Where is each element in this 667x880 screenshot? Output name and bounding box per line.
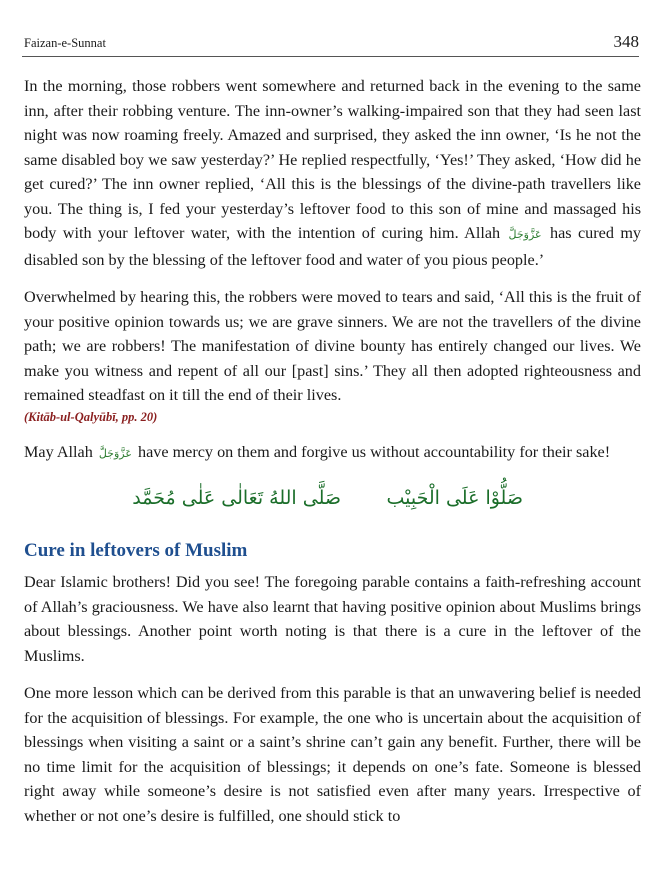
section-paragraph-2: One more lesson which can be derived from this parable is that an unwavering belief is needed for the acquisition of blessings. For example, the one who is uncertain about the acquisition of blessings when visiting a saint or a saint’s shrine can’t gain any benefit. Further, there will be no time limit for the acquisition of blessings; it depends on one’s fate. Someone is blessed right away while someone’s desire is not satisfied even after many years. Irrespective of whether or not one’s desire is fulfilled, one should stick to (24, 684, 641, 825)
honorific-glyph: عَزَّوَجَلَّ (98, 446, 132, 460)
paragraph-3 (24, 440, 641, 467)
paragraph-2-text: Overwhelmed by hearing this, the robbers were moved to tears and said, ‘All this is the fruit of your positive opinion towards us; we are grave sinners. We are not the travellers of the divine path; we are robbers! The manifestation of divine bounty has entirely changed our lives. We make you witness and repent of all our [past] sins.’ They all then adopted righteousness and remained steadfast on it till the end of their lives. (24, 288, 641, 404)
paragraph-3-text-b: have mercy on them and forgive us without accountability for their sake! (137, 442, 611, 461)
salawat-response: صَلَّى اللهُ تَعَالٰى عَلٰى مُحَمَّد (132, 487, 341, 509)
header-rule (22, 56, 639, 57)
paragraph-1-text-a: In the morning, those robbers went somewhere and returned back in the evening to the same inn, after their robbing venture. The inn-owner’s walking-impaired son that they had seen last night was now roaming freely. Amazed and surprised, they asked the inn owner, ‘Is he not the same disabled boy we saw yesterday?’ He replied respectfully, ‘Yes!’ They asked, ‘How did he get cured?’ The inn owner replied, ‘All this is the blessings of the divine-path travellers like you. The thing is, I fed your yesterday’s leftover food to this son of mine and massaged his body with your leftover water, with the intention of curing him. Allah (24, 77, 641, 242)
paragraph-1-text-b: has cured my disabled son by the blessing of the leftover food and water of you pious people.’ (24, 224, 642, 269)
paragraph-2 (24, 285, 641, 426)
paragraph-1 (24, 74, 641, 272)
book-title: Faizan-e-Sunnat (24, 36, 106, 50)
honorific-glyph: عَزَّوَجَلَّ (508, 228, 542, 241)
salawat-line (24, 474, 641, 526)
section-heading: Cure in leftovers of Muslim (24, 540, 248, 561)
running-header (24, 34, 639, 54)
page-number: 348 (613, 32, 639, 51)
citation: (Kitāb-ul-Qalyūbī, pp. 20) (24, 409, 158, 424)
page-body (24, 74, 641, 841)
paragraph-3-text-a: May Allah (24, 442, 93, 461)
salawat-call: صَلُّوْا عَلَى الْحَبِيْب (386, 487, 523, 509)
section-paragraph-1: Dear Islamic brothers! Did you see! The foregoing parable contains a faith-refreshing account of Allah’s graciousness. We have also learnt that having positive opinion about Muslims brings about blessings. Another point worth noting is that there is a cure in the leftover of the Muslims. (24, 573, 641, 665)
